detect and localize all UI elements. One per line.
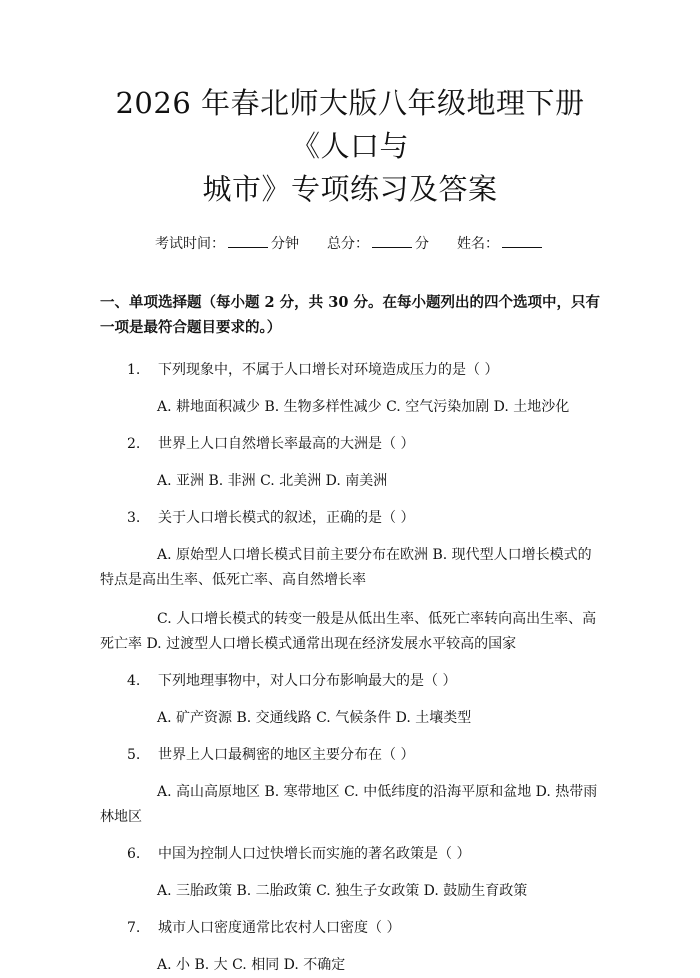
question-number: 5.: [127, 747, 141, 763]
exam-time-blank: [228, 233, 268, 248]
question-2: [100, 434, 600, 454]
question-number: 4.: [127, 673, 141, 689]
question-text: 关于人口增长模式的叙述，正确的是（ ）: [158, 510, 415, 526]
question-7-options: A. 小 B. 大 C. 相同 D. 不确定: [157, 957, 346, 973]
name-field: [457, 233, 545, 254]
question-1-options: A. 耕地面积减少 B. 生物多样性减少 C. 空气污染加剧 D. 土地沙化: [157, 399, 570, 415]
question-text: 城市人口密度通常比农村人口密度（ ）: [158, 920, 401, 936]
question-number: 1.: [127, 362, 141, 378]
question-text: 世界上人口最稠密的地区主要分布在（ ）: [158, 747, 415, 763]
question-4: [100, 671, 600, 691]
total-score-blank: [372, 233, 412, 248]
question-text: 下列现象中，不属于人口增长对环境造成压力的是（ ）: [158, 362, 499, 378]
question-3: [100, 508, 600, 528]
question-number: 7.: [127, 920, 141, 936]
question-text: 中国为控制人口过快增长而实施的著名政策是（ ）: [158, 846, 471, 862]
question-1: [100, 360, 600, 380]
exam-time-label: 考试时间：: [155, 236, 225, 252]
question-number: 6.: [127, 846, 141, 862]
question-7: [100, 918, 600, 938]
question-3-options-a-b: A. 原始型人口增长模式目前主要分布在欧洲 B. 现代型人口增长模式的特点是高出生率、低死亡率、高自然增长率: [100, 547, 592, 588]
question-5: [100, 745, 600, 765]
question-text: 世界上人口自然增长率最高的大洲是（ ）: [158, 436, 415, 452]
question-2-options: A. 亚洲 B. 非洲 C. 北美洲 D. 南美洲: [157, 473, 388, 489]
exam-time-field: [155, 233, 299, 254]
section-1-heading: 一、单项选择题（每小题 2 分，共 30 分。在每小题列出的四个选项中，只有一项是最符合题目要求的。）: [100, 294, 600, 336]
question-3-options-c-d: C. 人口增长模式的转变一般是从低出生率、低死亡率转向高出生率、高死亡率 D. 过渡型人口增长模式通常出现在经济发展水平较高的国家: [100, 611, 597, 652]
exam-time-unit: 分钟: [271, 236, 299, 252]
total-score-label: 总分：: [327, 236, 369, 252]
question-number: 2.: [127, 436, 141, 452]
question-6: [100, 844, 600, 864]
total-score-unit: 分: [415, 236, 429, 252]
question-4-options: A. 矿产资源 B. 交通线路 C. 气候条件 D. 土壤类型: [157, 710, 472, 726]
title-line-2: 城市》专项练习及答案: [202, 172, 498, 206]
exam-info: [100, 233, 600, 254]
question-number: 3.: [127, 510, 141, 526]
title-line-1: 2026 年春北师大版八年级地理下册《人口与: [115, 86, 585, 163]
question-list: [100, 360, 600, 978]
name-blank: [502, 233, 542, 248]
question-5-options: A. 高山高原地区 B. 寒带地区 C. 中低纬度的沿海平原和盆地 D. 热带雨林地区: [100, 784, 598, 825]
question-6-options: A. 三胎政策 B. 二胎政策 C. 独生子女政策 D. 鼓励生育政策: [157, 883, 528, 899]
document-title: [100, 82, 600, 211]
question-text: 下列地理事物中，对人口分布影响最大的是（ ）: [158, 673, 457, 689]
name-label: 姓名：: [457, 236, 499, 252]
total-score-field: [327, 233, 429, 254]
